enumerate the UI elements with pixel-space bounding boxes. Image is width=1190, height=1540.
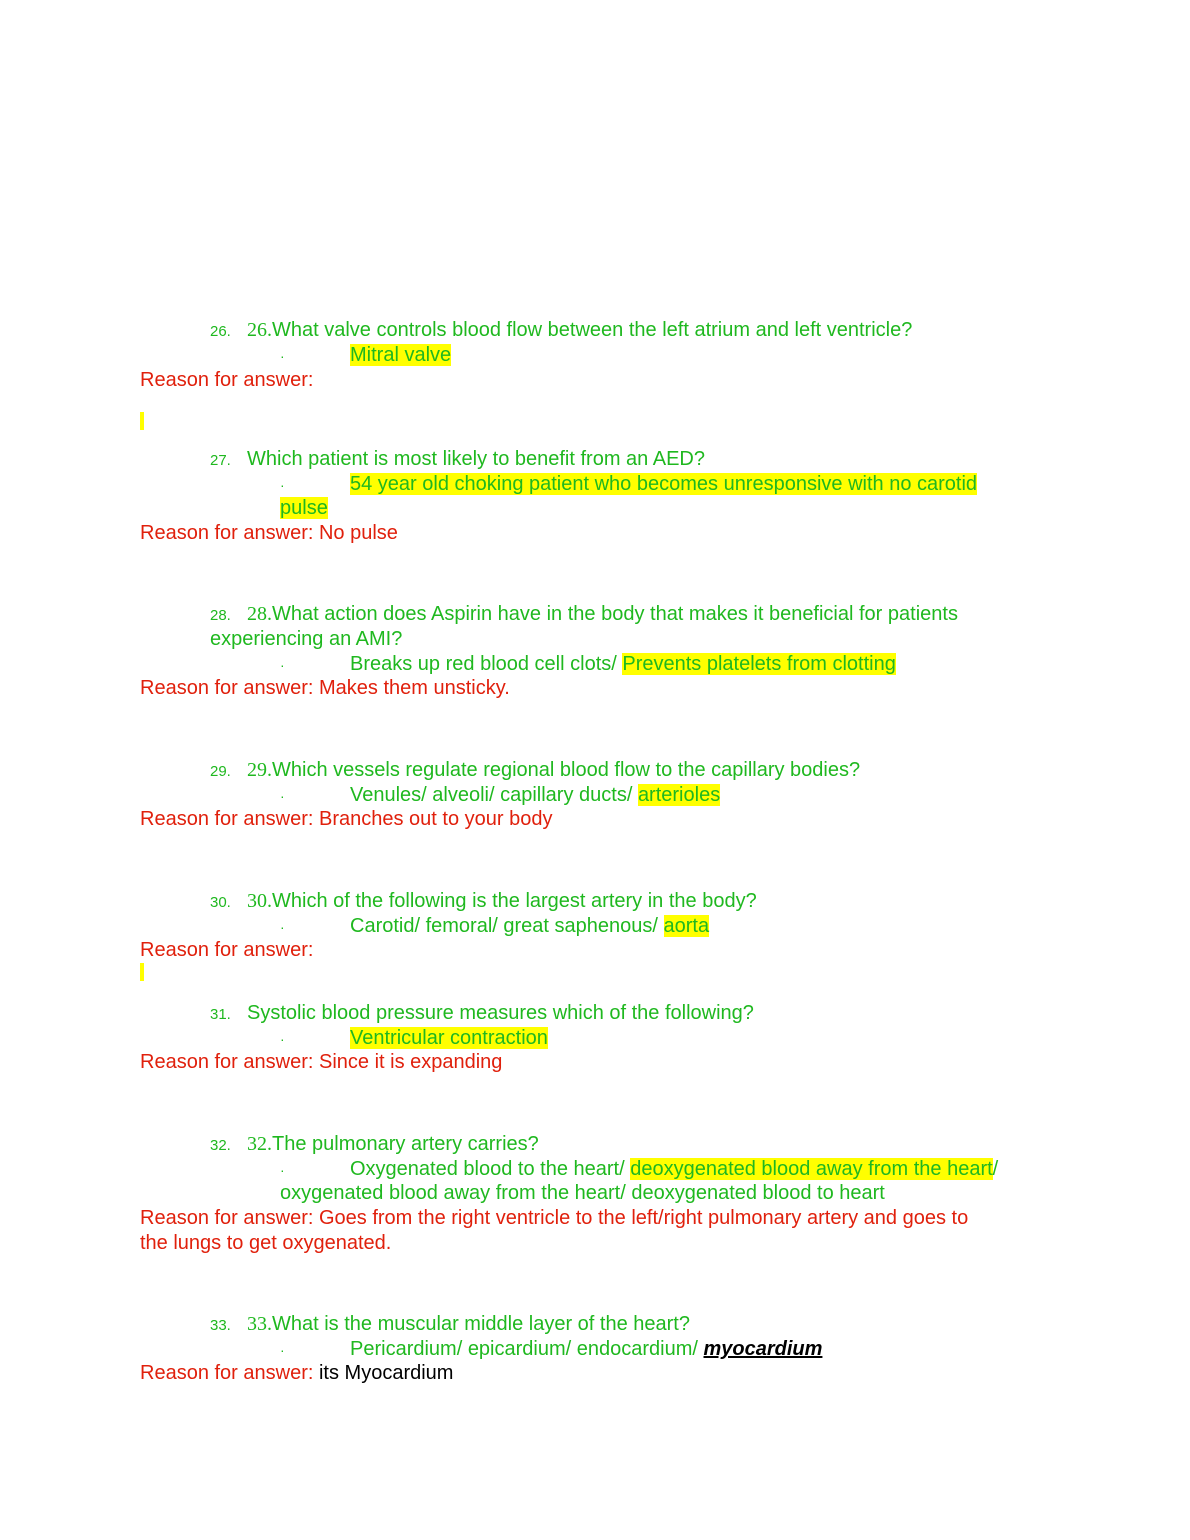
answer-option: Carotid/ femoral/ great saphenous/ <box>350 915 664 937</box>
highlight-mark <box>140 963 144 981</box>
reason-text: the lungs to get oxygenated. <box>140 1232 392 1254</box>
question-33 <box>210 1312 690 1338</box>
question-28-cont <box>210 627 402 651</box>
question-number: 31. <box>210 1006 231 1023</box>
reason-33 <box>140 1361 453 1385</box>
reason-32-cont <box>140 1231 391 1255</box>
answer-26 <box>280 343 451 368</box>
reason-label: Reason for answer: <box>140 1051 314 1073</box>
answer-27-cont <box>280 496 328 520</box>
question-text: What is the muscular middle layer of the heart? <box>272 1313 690 1335</box>
answer-32-cont <box>280 1181 885 1205</box>
bullet-icon: · <box>280 348 285 364</box>
reason-label: Reason for answer: <box>140 1362 314 1384</box>
highlight-mark <box>140 412 144 430</box>
question-32 <box>210 1132 539 1158</box>
reason-label: Reason for answer: <box>140 369 314 391</box>
question-text: experiencing an AMI? <box>210 628 403 650</box>
question-text: The pulmonary artery carries? <box>272 1133 539 1155</box>
reason-30 <box>140 938 313 962</box>
bullet-icon: · <box>280 919 285 935</box>
answer-highlight: Ventricular contraction <box>350 1027 548 1049</box>
question-text: What valve controls blood flow between the left atrium and left ventricle? <box>272 319 913 341</box>
answer-31 <box>280 1026 548 1051</box>
answer-highlight: pulse <box>280 497 328 519</box>
answer-highlight: 54 year old choking patient who becomes unresponsive with no carotid <box>350 473 978 495</box>
reason-label: Reason for answer: <box>140 677 314 699</box>
question-prefix: 29. <box>247 759 272 781</box>
reason-27 <box>140 521 398 545</box>
bullet-icon: · <box>280 657 285 673</box>
bullet-icon: · <box>280 1162 285 1178</box>
question-number: 26. <box>210 323 231 340</box>
answer-highlight: Prevents platelets from clotting <box>622 653 896 675</box>
question-prefix: 30. <box>247 890 272 912</box>
reason-label: Reason for answer: <box>140 1207 314 1229</box>
question-prefix: 33. <box>247 1313 272 1335</box>
answer-option: Breaks up red blood cell clots/ <box>350 653 623 675</box>
answer-highlight: deoxygenated blood away from the heart <box>630 1158 993 1180</box>
question-27 <box>210 447 705 473</box>
answer-emphasis: myocardium <box>703 1338 823 1360</box>
question-text: Which of the following is the largest artery in the body? <box>272 890 757 912</box>
reason-31 <box>140 1050 502 1074</box>
question-text: Which vessels regulate regional blood flow to the capillary bodies? <box>272 759 861 781</box>
answer-29 <box>280 783 720 808</box>
question-prefix: 32. <box>247 1133 272 1155</box>
answer-33 <box>280 1337 822 1362</box>
reason-28 <box>140 676 510 700</box>
question-number: 29. <box>210 763 231 780</box>
bullet-icon: · <box>280 788 285 804</box>
question-text: Which patient is most likely to benefit from an AED? <box>247 448 705 470</box>
question-text: Systolic blood pressure measures which of the following? <box>247 1002 754 1024</box>
answer-30 <box>280 914 709 939</box>
reason-text: its Myocardium <box>318 1362 454 1384</box>
question-30 <box>210 889 757 915</box>
reason-32 <box>140 1206 968 1230</box>
question-number: 33. <box>210 1317 231 1334</box>
reason-label: Reason for answer: <box>140 522 314 544</box>
question-number: 28. <box>210 607 231 624</box>
question-31 <box>210 1001 754 1027</box>
reason-label: Reason for answer: <box>140 939 314 961</box>
answer-option: oxygenated blood away from the heart/ deoxygenated blood to heart <box>280 1182 885 1204</box>
question-prefix: 28. <box>247 603 272 625</box>
answer-option: / <box>992 1158 999 1180</box>
answer-option: Venules/ alveoli/ capillary ducts/ <box>350 784 638 806</box>
question-number: 32. <box>210 1137 231 1154</box>
answer-highlight: arterioles <box>637 784 721 806</box>
question-28 <box>210 602 958 628</box>
answer-32 <box>280 1157 998 1182</box>
reason-29 <box>140 807 552 831</box>
bullet-icon: · <box>280 1342 285 1358</box>
question-prefix: 26. <box>247 319 272 341</box>
bullet-icon: · <box>280 1031 285 1047</box>
answer-option: Oxygenated blood to the heart/ <box>350 1158 631 1180</box>
reason-text: Branches out to your body <box>318 808 553 830</box>
answer-27 <box>280 472 977 497</box>
question-text: What action does Aspirin have in the body that makes it beneficial for patients <box>272 603 958 625</box>
question-26 <box>210 318 912 344</box>
answer-option: Pericardium/ epicardium/ endocardium/ <box>350 1338 704 1360</box>
reason-text: Makes them unsticky. <box>318 677 510 699</box>
reason-text: Goes from the right ventricle to the left/right pulmonary artery and goes to <box>318 1207 969 1229</box>
reason-26 <box>140 368 313 392</box>
reason-text: No pulse <box>318 522 398 544</box>
question-number: 30. <box>210 894 231 911</box>
answer-28 <box>280 652 896 677</box>
answer-highlight: Mitral valve <box>350 344 452 366</box>
answer-highlight: aorta <box>663 915 710 937</box>
reason-text: Since it is expanding <box>318 1051 503 1073</box>
question-number: 27. <box>210 452 231 469</box>
bullet-icon: · <box>280 477 285 493</box>
reason-label: Reason for answer: <box>140 808 314 830</box>
question-29 <box>210 758 860 784</box>
